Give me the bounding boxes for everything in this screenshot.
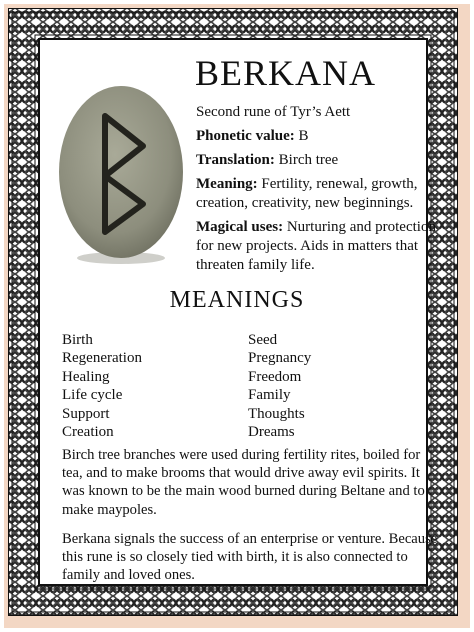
magical-value: Nurturing and protection for new projects. Aids in matters that threaten family life.: [196, 219, 436, 273]
rune-stone: [55, 84, 187, 266]
description-paragraph-1: Birch tree branches were used during fertility rites, boiled for tea, and to make brooms that would drive away evil spirits. It was known to be the main wood burned during Beltane and to make maypoles.: [62, 447, 425, 518]
rune-info: [196, 103, 436, 280]
list-item: Dreams: [248, 424, 295, 441]
list-item: Seed: [248, 332, 278, 348]
description-paragraph-2: Berkana signals the success of an enterprise or venture. Because this rune is so closely tied with birth, it is also connected to family and loved ones.: [62, 531, 438, 584]
meaning-label: Meaning:: [196, 176, 258, 192]
rune-subtitle: Second rune of Tyr’s Aett: [196, 104, 351, 120]
phonetic-row: [196, 127, 436, 146]
list-item: Healing: [62, 368, 110, 385]
list-item: Creation: [62, 424, 114, 441]
translation-label: Translation:: [196, 152, 275, 168]
translation-row: [196, 151, 436, 170]
magical-row: [196, 218, 436, 275]
phonetic-value: B: [298, 128, 309, 144]
translation-value: Birch tree: [278, 152, 339, 168]
meanings-heading: MEANINGS: [169, 287, 305, 313]
list-item: Support: [62, 405, 110, 422]
list-item: Birth: [62, 332, 93, 348]
list-item: Family: [248, 387, 291, 404]
meaning-row: [196, 175, 436, 213]
list-item: Pregnancy: [248, 350, 312, 367]
list-item: Freedom: [248, 368, 302, 385]
list-item: Thoughts: [248, 405, 305, 422]
meanings-list-left: [62, 331, 142, 441]
list-item: Life cycle: [62, 387, 123, 404]
magical-label: Magical uses:: [196, 219, 284, 235]
meaning-value: Fertility, renewal, growth, creation, creativity, new beginnings.: [196, 176, 418, 211]
list-item: Regeneration: [62, 350, 142, 367]
rune-title: BERKANA: [195, 53, 377, 93]
phonetic-label: Phonetic value:: [196, 128, 295, 144]
meanings-list-right: [248, 331, 311, 441]
